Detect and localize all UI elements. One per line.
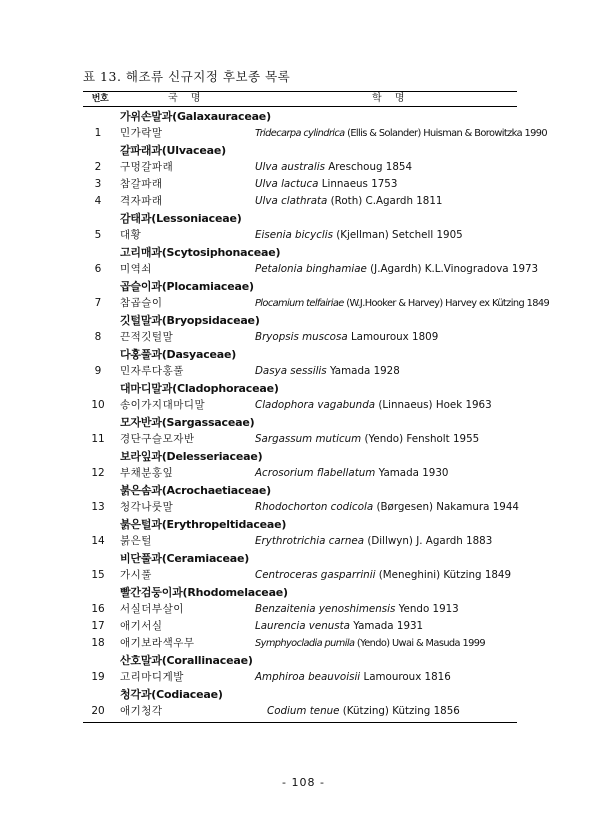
table-top-rule [83, 91, 517, 92]
binomial: Cladophora vagabunda [255, 399, 376, 411]
species-row [83, 465, 517, 482]
korean-name: 구멍갈파래 [120, 161, 174, 173]
binomial: Symphyocladia pumila [255, 638, 355, 649]
authority: (J.Agardh) K.L.Vinogradova 1973 [370, 263, 539, 275]
species-table [83, 108, 550, 720]
scientific-name [255, 363, 400, 380]
authority: (W.J.Hooker & Harvey) Harvey ex Kützing 1849 [346, 298, 550, 309]
species-number: 17 [91, 620, 105, 632]
family-heading: 다홍풀과(Dasyaceae) [120, 348, 237, 361]
korean-name: 대황 [120, 229, 142, 241]
species-number: 15 [91, 569, 105, 581]
family-heading: 감태과(Lessoniaceae) [120, 212, 242, 225]
authority: (Meneghini) Kützing 1849 [378, 569, 512, 581]
species-row [83, 703, 517, 720]
scientific-name [255, 635, 485, 652]
species-row [83, 176, 517, 193]
species-number: 8 [94, 331, 102, 343]
family-heading: 비단풀과(Ceramiaceae) [120, 552, 250, 565]
authority: (Ellis & Solander) Huisman & Borowitzka 1990 [347, 128, 548, 139]
table-caption: 표 13. 해조류 신규지정 후보종 목록 [83, 69, 291, 84]
korean-name: 송이가지대마디말 [120, 399, 206, 411]
scientific-name [255, 618, 423, 635]
scientific-name [255, 329, 438, 346]
species-row [83, 227, 517, 244]
korean-name: 민자루다홍풀 [120, 365, 184, 377]
korean-name: 부채분홍잎 [120, 467, 174, 479]
authority: (Dillwyn) J. Agardh 1883 [367, 535, 493, 547]
family-heading: 깃털말과(Bryopsidaceae) [120, 314, 260, 327]
scientific-name [255, 397, 492, 414]
species-number: 7 [94, 297, 102, 309]
species-number: 1 [94, 127, 102, 139]
korean-name: 민가락말 [120, 127, 163, 139]
species-row [83, 193, 517, 210]
species-number: 4 [94, 195, 102, 207]
binomial: Dasya sessilis [255, 365, 327, 377]
binomial: Sargassum muticum [255, 433, 362, 445]
species-row [83, 567, 517, 584]
species-row [83, 329, 517, 346]
species-row [83, 601, 517, 618]
scientific-name [255, 431, 479, 448]
binomial: Rhodochorton codicola [255, 501, 374, 513]
species-number: 9 [94, 365, 102, 377]
binomial: Amphiroa beauvoisii [255, 671, 361, 683]
family-heading: 고리매과(Scytosiphonaceae) [120, 246, 281, 259]
binomial: Centroceras gasparrinii [255, 569, 376, 581]
family-heading: 대마디말과(Cladophoraceae) [120, 382, 279, 395]
binomial: Benzaitenia yenoshimensis [255, 603, 396, 615]
korean-name: 애기보라색우무 [120, 637, 195, 649]
scientific-name [255, 193, 442, 210]
authority: Areschoug 1854 [328, 161, 413, 173]
header-rule [83, 106, 517, 107]
authority: Yamada 1928 [329, 365, 400, 377]
species-row [83, 363, 517, 380]
species-number: 20 [91, 705, 105, 717]
binomial: Ulva clathrata [255, 195, 328, 207]
species-number: 14 [91, 535, 105, 547]
header-korean-name: 국 명 [168, 93, 206, 104]
authority: Linnaeus 1753 [321, 178, 398, 190]
korean-name: 참갈파래 [120, 178, 163, 190]
binomial: Ulva lactuca [255, 178, 319, 190]
binomial: Codium tenue [267, 705, 340, 717]
korean-name: 청각나룻말 [120, 501, 174, 513]
species-number: 2 [94, 161, 102, 173]
korean-name: 끈적깃털말 [120, 331, 174, 343]
korean-name: 서실더부살이 [120, 603, 184, 615]
family-heading: 빨간검둥이과(Rhodomelaceae) [120, 586, 288, 599]
family-heading: 보라잎과(Delesseriaceae) [120, 450, 263, 463]
authority: Lamouroux 1816 [363, 671, 451, 683]
species-number: 6 [94, 263, 102, 275]
scientific-name [255, 227, 463, 244]
authority: Yamada 1930 [378, 467, 449, 479]
scientific-name [255, 159, 412, 176]
binomial: Erythrotrichia carnea [255, 535, 365, 547]
species-number: 12 [91, 467, 105, 479]
scientific-name [255, 125, 547, 142]
scientific-name [255, 295, 549, 312]
authority: (Kjellman) Setchell 1905 [336, 229, 463, 241]
authority: (Linnaeus) Hoek 1963 [378, 399, 492, 411]
korean-name: 참곱슬이 [120, 297, 163, 309]
binomial: Eisenia bicyclis [255, 229, 333, 241]
species-row [83, 499, 517, 516]
authority: (Kützing) Kützing 1856 [342, 705, 460, 717]
species-number: 3 [94, 178, 102, 190]
binomial: Tridecarpa cylindrica [255, 128, 345, 139]
scientific-name [255, 499, 519, 516]
species-row [83, 295, 550, 312]
scientific-name [255, 465, 448, 482]
korean-name: 고리마디게발 [120, 671, 184, 683]
species-number: 19 [91, 671, 105, 683]
authority: (Børgesen) Nakamura 1944 [376, 501, 519, 513]
binomial: Petalonia binghamiae [255, 263, 367, 275]
family-heading: 모자반과(Sargassaceae) [120, 416, 255, 429]
authority: Yamada 1931 [353, 620, 424, 632]
authority: (Roth) C.Agardh 1811 [330, 195, 443, 207]
korean-name: 애기서실 [120, 620, 163, 632]
authority: Yendo 1913 [398, 603, 459, 615]
species-row [83, 159, 517, 176]
species-number: 11 [91, 433, 105, 445]
scientific-name [255, 601, 459, 618]
binomial: Acrosorium flabellatum [255, 467, 376, 479]
table-bottom-rule [83, 722, 517, 723]
species-row [83, 533, 517, 550]
species-row [83, 125, 548, 142]
species-row [83, 261, 539, 278]
species-row [83, 618, 517, 635]
species-number: 13 [91, 501, 105, 513]
korean-name: 애기청각 [120, 705, 163, 717]
family-heading: 갈파래과(Ulvaceae) [120, 144, 226, 157]
family-heading: 붉은솜과(Acrochaetiaceae) [120, 484, 271, 497]
scientific-name [255, 567, 511, 584]
species-number: 16 [91, 603, 105, 615]
header-number: 번호 [91, 94, 109, 104]
species-row [83, 669, 517, 686]
scientific-name [255, 176, 397, 193]
family-heading: 곱슬이과(Plocamiaceae) [120, 280, 254, 293]
family-heading: 붉은털과(Erythropeltidaceae) [120, 518, 287, 531]
binomial: Ulva australis [255, 161, 325, 173]
family-heading: 청각과(Codiaceae) [120, 688, 223, 701]
scientific-name [255, 669, 451, 686]
binomial: Laurencia venusta [255, 620, 350, 632]
korean-name: 붉은털 [120, 535, 152, 547]
authority: (Yendo) Uwai & Masuda 1999 [356, 638, 485, 649]
scientific-name [255, 261, 538, 278]
authority: Lamouroux 1809 [350, 331, 439, 343]
scientific-name [267, 703, 460, 720]
authority: (Yendo) Fensholt 1955 [364, 433, 480, 445]
species-number: 5 [94, 229, 102, 241]
family-heading: 산호말과(Corallinaceae) [120, 654, 253, 667]
korean-name: 경단구슬모자반 [120, 433, 195, 445]
species-number: 10 [91, 399, 105, 411]
header-scientific-name: 학 명 [372, 93, 410, 104]
binomial: Plocamium telfairiae [255, 298, 344, 309]
binomial: Bryopsis muscosa [255, 331, 348, 343]
species-row [83, 397, 517, 414]
korean-name: 미역쇠 [120, 263, 152, 275]
page-number: - 108 - [282, 776, 325, 789]
species-row [83, 635, 517, 652]
scientific-name [255, 533, 492, 550]
species-row [83, 431, 517, 448]
species-number: 18 [91, 637, 105, 649]
korean-name: 가시풀 [120, 569, 152, 581]
family-heading: 가위손말과(Galaxauraceae) [120, 110, 271, 123]
korean-name: 격자파래 [120, 195, 163, 207]
